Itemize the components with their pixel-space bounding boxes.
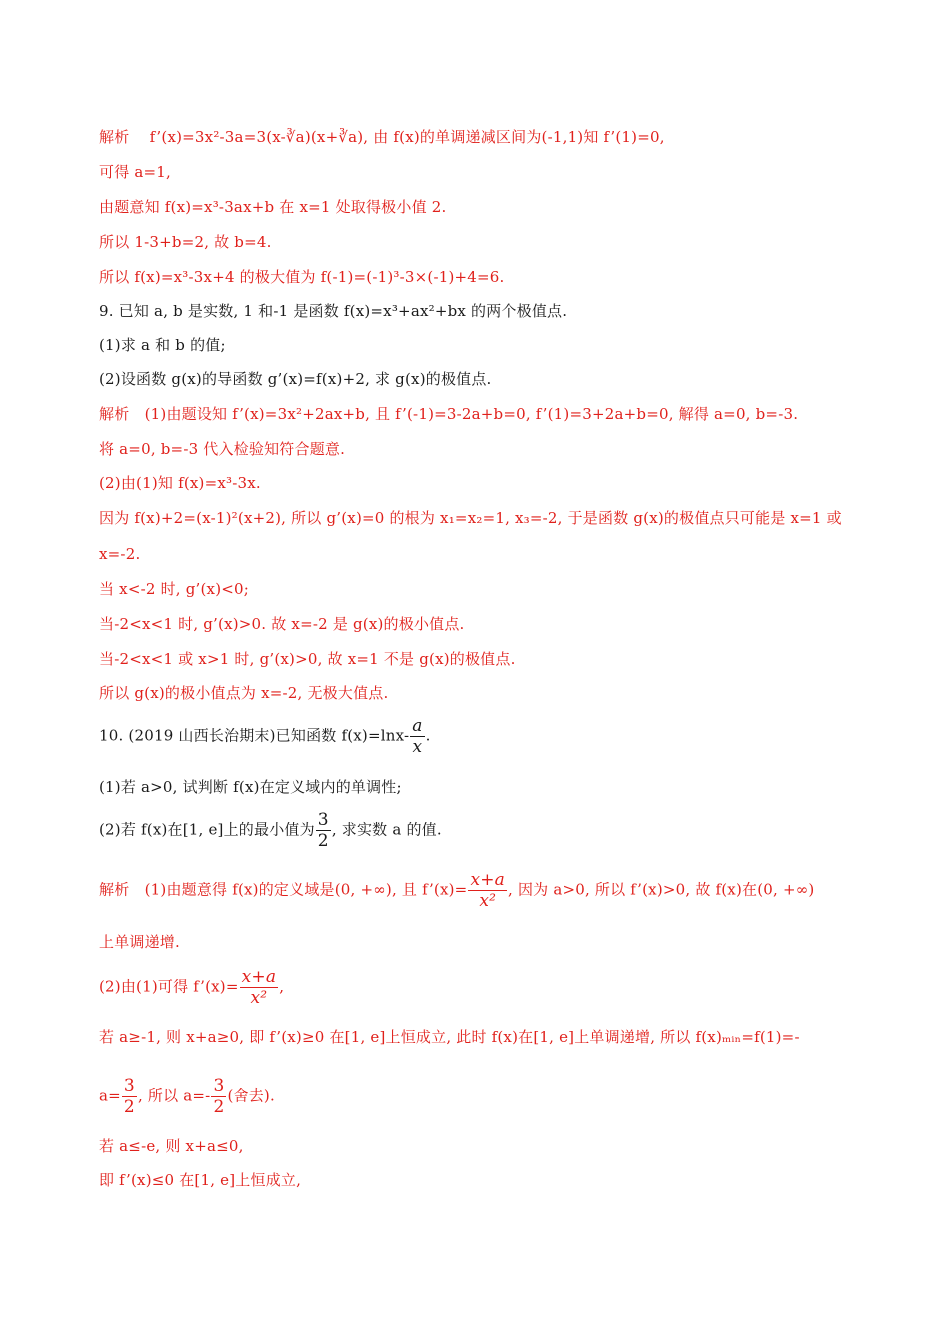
- solution-9-line-6: 当 x<-2 时, g’(x)<0;: [99, 580, 250, 598]
- solution-10-line-5-c: (舍去).: [227, 1086, 275, 1105]
- solution-line-3: 由题意知 f(x)=x³-3ax+b 在 x=1 处取得极小值 2.: [99, 198, 447, 216]
- solution-9-line-5: x=-2.: [99, 545, 141, 563]
- solution-10-line-5-a: a=: [99, 1086, 121, 1105]
- solution-9-line-9: 所以 g(x)的极小值点为 x=-2, 无极大值点.: [99, 684, 389, 702]
- solution-9-line-1: 解析 (1)由题设知 f’(x)=3x²+2ax+b, 且 f’(-1)=3-2a+b=0, f’(1)=3+2a+b=0, 解得 a=0, b=-3.: [99, 405, 799, 423]
- solution-line-5: 所以 f(x)=x³-3x+4 的极大值为 f(-1)=(-1)³-3×(-1)+4=6.: [99, 268, 505, 286]
- question-10-part-1: (1)若 a>0, 试判断 f(x)在定义域内的单调性;: [99, 778, 402, 796]
- question-9-part-2: (2)设函数 g(x)的导函数 g’(x)=f(x)+2, 求 g(x)的极值点.: [99, 370, 492, 388]
- solution-10-line-3: (2)由(1)可得 f’(x)= $\frac{x+a}{\text{x²}}$ ,: [99, 967, 285, 1008]
- solution-10-line-1-text: 解析 (1)由题意得 f(x)的定义域是(0, +∞), 且 f’(x)=: [99, 880, 468, 899]
- question-10-part-2-tail: , 求实数 a 的值.: [331, 820, 442, 839]
- fraction-a-over-x: $\frac{a}{x}$: [412, 716, 423, 757]
- question-9-part-1: (1)求 a 和 b 的值;: [99, 336, 226, 354]
- question-10-part-2-text: (2)若 f(x)在[1, e]上的最小值为: [99, 820, 315, 839]
- question-10-part-2: [99, 810, 442, 851]
- solution-10-line-2: 上单调递增.: [99, 933, 180, 951]
- question-10: 10. (2019 山西长治期末)已知函数 f(x)=lnx- $\frac{a}{x}$ .: [99, 716, 431, 757]
- solution-9-line-3: (2)由(1)知 f(x)=x³-3x.: [99, 474, 261, 492]
- question-10-text: 10. (2019 山西长治期末)已知函数 f(x)=lnx-: [99, 726, 410, 745]
- solution-line-1: 解析 f’(x)=3x²-3a=3(x-∛a)(x+∛a), 由 f(x)的单调递减区间为(-1,1)知 f’(1)=0,: [99, 128, 665, 146]
- solution-9-line-8: 当-2<x<1 或 x>1 时, g’(x)>0, 故 x=1 不是 g(x)的极值点.: [99, 650, 516, 668]
- solution-9-line-2: 将 a=0, b=-3 代入检验知符合题意.: [99, 440, 346, 458]
- fraction-3-over-2-c: $\frac{3}{2}$: [213, 1076, 225, 1117]
- fraction-x-plus-a-over-x2: $\frac{x+a}{\text{x²}}$: [470, 870, 506, 911]
- solution-10-line-3-text: (2)由(1)可得 f’(x)=: [99, 977, 239, 996]
- solution-10-line-1: [99, 870, 814, 911]
- solution-9-line-4: 因为 f(x)+2=(x-1)²(x+2), 所以 g’(x)=0 的根为 x₁=x₂=1, x₃=-2, 于是函数 g(x)的极值点只可能是 x=1 或: [99, 509, 842, 527]
- solution-10-line-1-tail: , 因为 a>0, 所以 f’(x)>0, 故 f(x)在(0, +∞): [508, 880, 815, 899]
- solution-10-line-5-b: , 所以 a=-: [137, 1086, 211, 1105]
- solution-10-line-5: [99, 1076, 275, 1117]
- solution-10-line-4: 若 a≥-1, 则 x+a≥0, 即 f’(x)≥0 在[1, e]上恒成立, 此时 f(x)在[1, e]上单调递增, 所以 f(x)ₘᵢₙ=f(1)=-: [99, 1028, 800, 1046]
- solution-10-line-7: 即 f’(x)≤0 在[1, e]上恒成立,: [99, 1171, 302, 1189]
- fraction-3-over-2-b: $\frac{3}{2}$: [123, 1076, 135, 1117]
- solution-10-line-6: 若 a≤-e, 则 x+a≤0,: [99, 1137, 244, 1155]
- solution-line-2: 可得 a=1,: [99, 163, 171, 181]
- solution-line-4: 所以 1-3+b=2, 故 b=4.: [99, 233, 272, 251]
- question-9: 9. 已知 a, b 是实数, 1 和-1 是函数 f(x)=x³+ax²+bx 的两个极值点.: [99, 302, 568, 320]
- fraction-3-over-2: $\frac{3}{2}$: [317, 810, 329, 851]
- solution-9-line-7: 当-2<x<1 时, g’(x)>0. 故 x=-2 是 g(x)的极小值点.: [99, 615, 465, 633]
- fraction-x-plus-a-over-x2-b: $\frac{x+a}{\text{x²}}$: [241, 967, 277, 1008]
